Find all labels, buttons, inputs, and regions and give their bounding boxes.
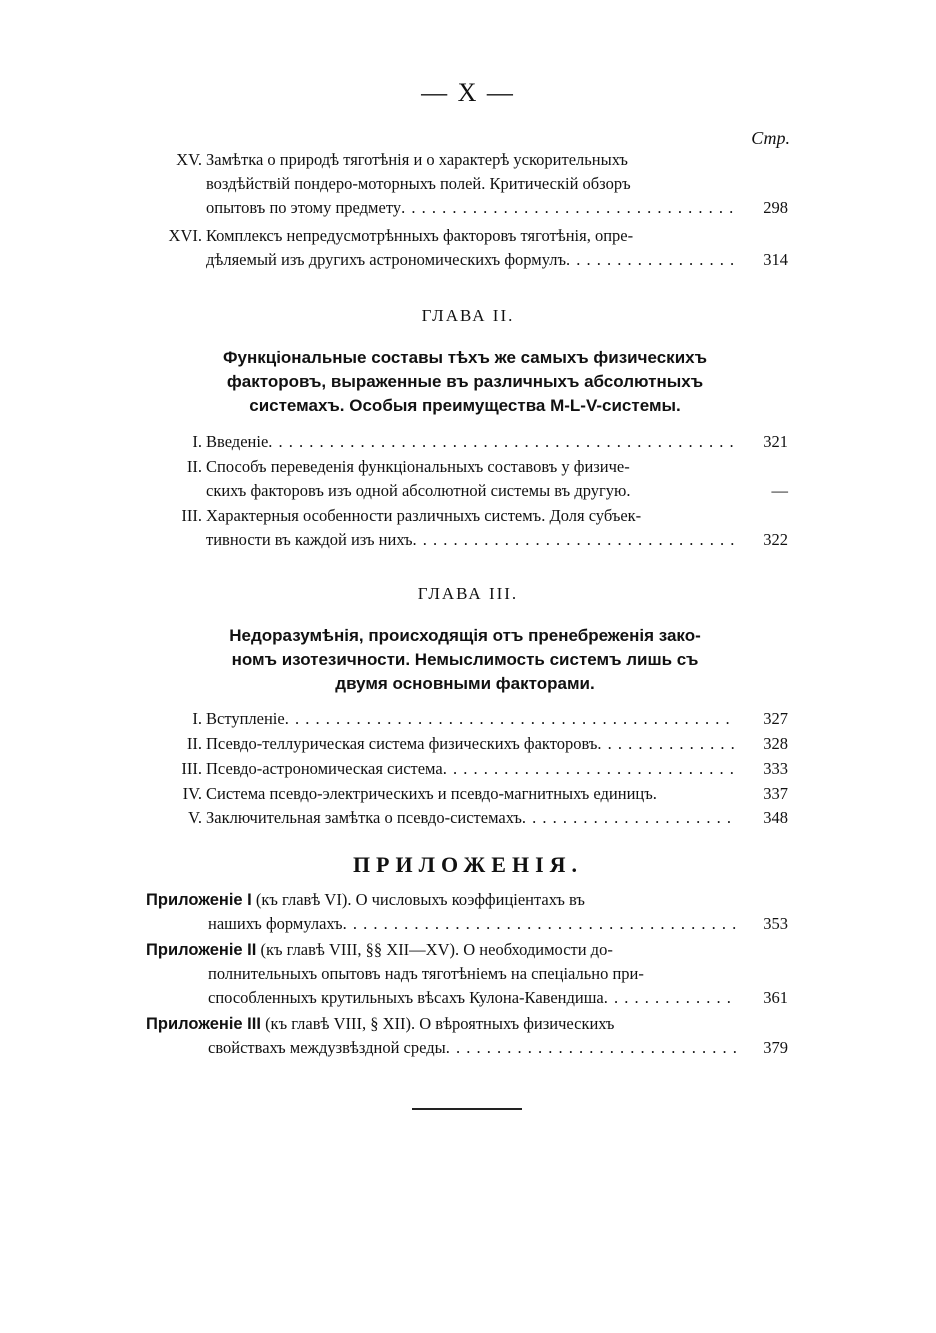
entry-line: Система псевдо-электрическихъ и псевдо-магнитныхъ единицъ. [206, 784, 657, 803]
end-rule [412, 1108, 522, 1110]
dot-leader [285, 707, 736, 731]
entry-line: свойствахъ междузвѣздной среды [208, 1038, 446, 1057]
dot-leader [443, 757, 736, 781]
dot-leader [446, 1036, 736, 1060]
dot-leader [401, 196, 736, 220]
entry-number: III. [181, 506, 202, 525]
chapter-title [150, 346, 780, 418]
toc-entry-xv [146, 148, 788, 220]
entry-line: опытовъ по этому предмету [206, 198, 402, 217]
entry-page: 337 [763, 784, 788, 803]
entry-number: III. [181, 759, 202, 778]
entry-page: 333 [763, 759, 788, 778]
entry-line: (къ главѣ VIII, § XII). О вѣроятныхъ физическихъ [260, 1014, 615, 1033]
chapter-title-line: Функціональные составы тѣхъ же самыхъ физическихъ [223, 348, 707, 367]
entry-page: 298 [763, 198, 788, 217]
entry-number: I. [192, 709, 202, 728]
appendix-label: Приложеніе III [146, 1015, 261, 1033]
toc-entry-ch2-ii [146, 455, 788, 503]
entry-page: 327 [763, 709, 788, 728]
dot-leader [343, 912, 736, 936]
toc-entry-ch3-iii [146, 757, 788, 781]
chapter-title [150, 624, 780, 696]
entry-line: Псевдо-астрономическая система [206, 759, 443, 778]
toc-entry-ch3-iv [146, 782, 788, 806]
appendix-label: Приложеніе I [146, 891, 252, 909]
entry-page: 322 [763, 530, 788, 549]
entry-page: — [771, 481, 788, 500]
chapter-title-line: номъ изотезичности. Немыслимость системъ лишь съ [231, 650, 699, 669]
entry-line: тивности въ каждой изъ нихъ [206, 530, 413, 549]
entry-line: Заключительная замѣтка о псевдо-системахъ [206, 808, 522, 827]
entry-line: Замѣтка о природѣ тяготѣнія и о характерѣ ускорительныхъ [206, 150, 628, 169]
chapter-heading: ГЛАВА III. [417, 584, 519, 603]
toc-entry-xvi [146, 224, 788, 272]
entry-page: 361 [763, 988, 788, 1007]
entry-number: I. [192, 432, 202, 451]
entry-line: Псевдо-теллурическая система физическихъ факторовъ [206, 734, 598, 753]
entry-line: (къ главѣ VIII, §§ XII—XV). О необходимости до- [256, 940, 613, 959]
entry-page: 379 [763, 1038, 788, 1057]
appendix-entry-2 [146, 938, 788, 1010]
chapter-title-line: Недоразумѣнія, происходящія отъ пренебреженія зако- [229, 626, 701, 645]
entry-page: 353 [763, 914, 788, 933]
chapter-title-line: факторовъ, выраженные въ различныхъ абсолютныхъ [226, 372, 704, 391]
entry-number: V. [188, 808, 202, 827]
appendix-label: Приложеніе II [146, 941, 257, 959]
toc-entry-ch3-i [146, 707, 788, 731]
entry-line: скихъ факторовъ изъ одной абсолютной системы въ другую. [206, 481, 631, 500]
toc-entry-ch2-i [146, 430, 788, 454]
dot-leader [597, 732, 736, 756]
entry-page: 328 [763, 734, 788, 753]
entry-number: II. [186, 457, 202, 476]
dot-leader [268, 430, 736, 454]
entry-line: Способъ переведенія функціональныхъ составовъ у физиче- [206, 457, 630, 476]
entry-number: XV. [176, 150, 202, 169]
entry-page: 314 [763, 250, 788, 269]
entry-line: дѣляемый изъ другихъ астрономическихъ формулъ [206, 250, 567, 269]
entry-line: Комплексъ непредусмотрѣнныхъ факторовъ тяготѣнія, опре- [206, 226, 634, 245]
entry-line: полнительныхъ опытовъ надъ тяготѣніемъ на спеціально при- [208, 964, 644, 983]
entry-page: 321 [763, 432, 788, 451]
entry-number: XVI. [168, 226, 202, 245]
appendices-heading: ПРИЛОЖЕНІЯ. [352, 852, 584, 877]
chapter-title-line: системахъ. Особыя преимущества M-L-V-системы. [249, 396, 681, 415]
entry-line: способленныхъ крутильныхъ вѣсахъ Кулона-Кавендиша [208, 988, 604, 1007]
toc-entry-ch3-v [146, 806, 788, 830]
chapter-title-line: двумя основными факторами. [335, 674, 595, 693]
dot-leader [522, 806, 736, 830]
entry-number: IV. [182, 784, 202, 803]
entry-line: воздѣйствій пондеро-моторныхъ полей. Критическій обзоръ [206, 174, 631, 193]
dot-leader [604, 986, 736, 1010]
entry-page: 348 [763, 808, 788, 827]
entry-line: (къ главѣ VI). О числовыхъ коэффиціентахъ въ [251, 890, 585, 909]
entry-line: нашихъ формулахъ [208, 914, 343, 933]
toc-entry-ch3-ii [146, 732, 788, 756]
entry-line: Введеніе [206, 432, 269, 451]
appendix-entry-3 [146, 1012, 788, 1060]
chapter-heading: ГЛАВА II. [421, 306, 515, 325]
entry-number: II. [186, 734, 202, 753]
dot-leader [412, 528, 736, 552]
appendix-entry-1 [146, 888, 788, 936]
page-column-label: Стр. [751, 128, 790, 148]
page-number: — X — [421, 78, 515, 107]
entry-line: Вступленіе [206, 709, 285, 728]
dot-leader [566, 248, 736, 272]
toc-entry-ch2-iii [146, 504, 788, 552]
entry-line: Характерныя особенности различныхъ системъ. Доля субъек- [206, 506, 642, 525]
